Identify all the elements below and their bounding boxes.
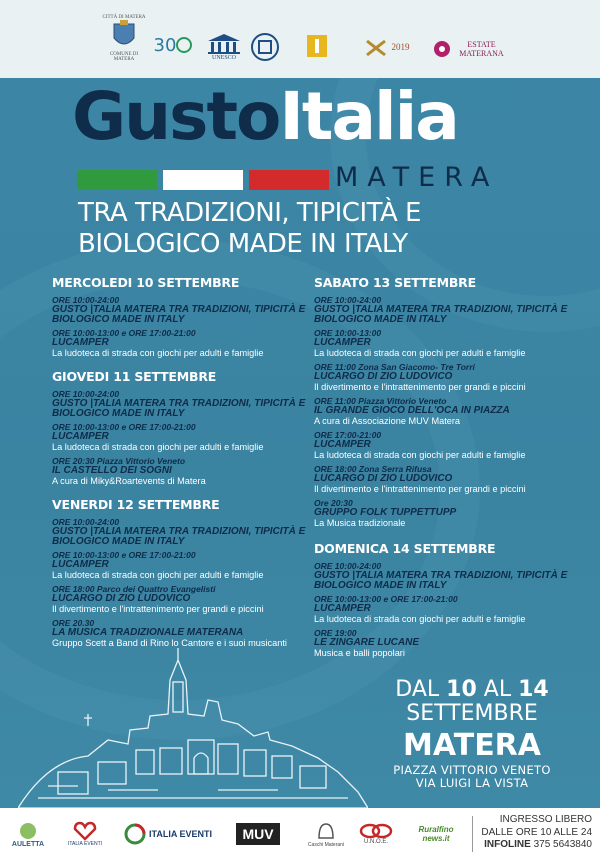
event-name: GUSTO |TALIA MATERA TRA TRADIZIONI, TIPICITÀ E BIOLOGICO MADE IN ITALY xyxy=(52,526,306,547)
event-time: ORE 10:00-13:00 e ORE 17:00-21:00 xyxy=(314,594,458,604)
italia-eventi-logo xyxy=(120,814,216,854)
flag-red xyxy=(249,170,329,190)
info-label: INFOLINE xyxy=(484,839,531,850)
matera2019-text: 2019 xyxy=(391,42,410,52)
event-name: LUCAMPER xyxy=(52,559,109,570)
title-gusto: Gusto xyxy=(72,78,280,155)
program-left-column xyxy=(52,275,314,659)
event-time: ORE 10:00-13:00 xyxy=(314,328,382,338)
event-item xyxy=(314,561,576,591)
event-name: GUSTO |TALIA MATERA TRA TRADIZIONI, TIPICITÀ E BIOLOGICO MADE IN ITALY xyxy=(52,304,306,325)
flag-white xyxy=(163,170,243,190)
ruralfino-logo xyxy=(408,814,464,854)
italia-eventi-heart-logo xyxy=(62,814,108,854)
day-heading: MERCOLEDI 10 SETTEMBRE xyxy=(52,275,240,290)
footer-bar xyxy=(0,808,600,859)
title-matera: MATERA xyxy=(335,162,499,193)
info-hours: DALLE ORE 10 ALLE 24 xyxy=(481,826,592,838)
date-dal: DAL xyxy=(395,677,440,702)
event-item xyxy=(52,550,314,581)
temple-icon xyxy=(206,33,242,55)
caschi-text: Caschi Materani xyxy=(307,842,345,848)
day-block xyxy=(52,275,314,359)
thirty-anni-logo xyxy=(150,28,196,62)
event-item xyxy=(52,584,314,615)
event-item xyxy=(52,328,314,359)
italian-flag-bar xyxy=(77,170,335,190)
event-desc: La ludoteca di strada con giochi per adulti e famiglie xyxy=(314,614,526,624)
unoe-text: U.N.O.E. xyxy=(363,839,388,845)
event-item xyxy=(314,328,576,359)
event-item xyxy=(314,430,576,461)
event-name: LUCAMPER xyxy=(314,603,371,614)
event-name: LUCARGO DI ZIO LUDOVICO xyxy=(52,593,191,604)
matera-skyline-illustration xyxy=(18,640,368,812)
event-item xyxy=(52,295,314,325)
date-block xyxy=(392,678,552,790)
event-desc: A cura di Miky&Roartevents di Matera xyxy=(52,476,206,486)
auletta-logo xyxy=(8,814,48,854)
crest-icon xyxy=(112,20,136,52)
helmet-icon xyxy=(316,820,336,842)
info-entry: INGRESSO LIBERO xyxy=(499,814,592,825)
event-time: Ore 20:30 xyxy=(314,498,353,508)
event-desc: Musica e balli popolari xyxy=(314,648,405,658)
date-end: 14 xyxy=(518,677,549,702)
event-item xyxy=(52,456,314,487)
unoe-logo xyxy=(356,814,396,854)
event-name: GUSTO |TALIA MATERA TRA TRADIZIONI, TIPICITÀ E BIOLOGICO MADE IN ITALY xyxy=(52,398,306,419)
footer-info xyxy=(472,814,592,852)
event-name: LUCARGO DI ZIO LUDOVICO xyxy=(314,473,453,484)
event-item xyxy=(314,362,576,393)
event-name: LUCAMPER xyxy=(52,337,109,348)
event-desc: La ludoteca di strada con giochi per adulti e famiglie xyxy=(52,570,264,580)
main-title xyxy=(72,78,532,155)
event-time: ORE 20.30 xyxy=(52,618,95,628)
world-heritage-logo xyxy=(248,30,282,64)
event-desc: Il divertimento e l'intrattenimento per grandi e piccini xyxy=(52,604,264,614)
event-time: ORE 10:00-13:00 e ORE 17:00-21:00 xyxy=(52,328,196,338)
event-item xyxy=(52,389,314,419)
event-name: IL CASTELLO DEI SOGNI xyxy=(52,465,172,476)
unesco-text: UNESCO xyxy=(211,55,236,61)
day-heading: SABATO 13 SETTEMBRE xyxy=(314,275,476,290)
event-name: LUCARGO DI ZIO LUDOVICO xyxy=(314,371,453,382)
date-start: 10 xyxy=(446,677,477,702)
event-time: ORE 10:00-24:00 xyxy=(52,517,120,527)
event-time: ORE 10:00-13:00 e ORE 17:00-21:00 xyxy=(52,422,196,432)
circle-icon xyxy=(176,37,192,53)
event-desc: La ludoteca di strada con giochi per adulti e famiglie xyxy=(314,450,526,460)
event-desc: Gruppo Scett a Band di Rino lo Cantore e i suoi musicanti xyxy=(52,638,287,648)
event-name: LUCAMPER xyxy=(52,431,109,442)
date-al: AL xyxy=(483,677,512,702)
event-time: ORE 18:00 Parco dei Quattro Evangelisti xyxy=(52,584,216,594)
heart-icon xyxy=(73,821,97,841)
title-text xyxy=(72,78,532,155)
event-time: ORE 20:30 Piazza Vittorio Veneto xyxy=(52,456,186,466)
event-item xyxy=(314,498,576,529)
event-name: LUCAMPER xyxy=(314,337,371,348)
info-phone-line xyxy=(472,839,592,852)
tree-icon xyxy=(14,821,42,841)
info-phone: 375 5643840 xyxy=(533,839,592,850)
event-name: GUSTO |TALIA MATERA TRA TRADIZIONI, TIPICITÀ E BIOLOGICO MADE IN ITALY xyxy=(314,304,568,325)
event-time: ORE 10:00-24:00 xyxy=(314,561,382,571)
event-desc: La ludoteca di strada con giochi per adulti e famiglie xyxy=(52,348,264,358)
event-item xyxy=(314,464,576,495)
day-block xyxy=(314,275,576,529)
caschi-materani-logo xyxy=(306,814,346,854)
event-item xyxy=(314,594,576,625)
day-heading: VENERDI 12 SETTEMBRE xyxy=(52,497,220,512)
event-item xyxy=(314,396,576,427)
title-italia: Italia xyxy=(279,78,458,155)
program-right-column xyxy=(314,275,576,671)
day-heading: GIOVEDI 11 SETTEMBRE xyxy=(52,369,217,384)
flag-green xyxy=(77,170,157,190)
day-heading: DOMENICA 14 SETTEMBRE xyxy=(314,541,496,556)
event-name: GUSTO |TALIA MATERA TRA TRADIZIONI, TIPICITÀ E BIOLOGICO MADE IN ITALY xyxy=(314,570,568,591)
date-city: MATERA xyxy=(402,728,542,763)
date-place-2: VIA LUIGI LA VISTA xyxy=(415,776,529,790)
muv-logo xyxy=(228,814,288,854)
event-name: LE ZINGARE LUCANE xyxy=(314,637,419,648)
event-name: LA MUSICA TRADIZIONALE MATERANA xyxy=(52,627,244,638)
day-block xyxy=(52,369,314,487)
italia-eventi-text: ITALIA EVENTI xyxy=(149,829,212,839)
event-time: ORE 10:00-24:00 xyxy=(52,295,120,305)
basilicata-logo xyxy=(300,28,334,68)
event-item xyxy=(52,422,314,453)
estate-text: ESTATE MATERANA xyxy=(459,40,504,58)
event-name: IL GRANDE GIOCO DELL'OCA IN PIAZZA xyxy=(314,405,510,416)
day-block xyxy=(52,497,314,649)
event-time: ORE 11:00 Piazza Vittorio Veneto xyxy=(314,396,447,406)
flower-icon xyxy=(432,39,452,59)
subtitle: TRA TRADIZIONI, TIPICITÀ E BIOLOGICO MADE IN ITALY xyxy=(78,198,421,259)
basilicata-icon xyxy=(304,33,330,63)
heritage-icon xyxy=(250,32,280,62)
event-time: ORE 19:00 xyxy=(314,628,357,638)
comune-top-text: CITTÀ DI MATERA xyxy=(102,14,146,20)
event-time: ORE 11:00 Zona San Giacomo- Tre Torri xyxy=(314,362,475,372)
event-desc: A cura di Associazione MUV Matera xyxy=(314,416,461,426)
event-time: ORE 18:00 Zona Serra Rifusa xyxy=(314,464,432,474)
date-place-1: PIAZZA VITTORIO VENETO xyxy=(393,763,551,777)
muv-text: MUV xyxy=(236,823,279,845)
swirl-icon xyxy=(124,823,146,845)
event-time: ORE 10:00-24:00 xyxy=(314,295,382,305)
event-name: GRUPPO FOLK TUPPETTUPP xyxy=(314,507,457,518)
event-desc: La ludoteca di strada con giochi per adulti e famiglie xyxy=(52,442,264,452)
date-month: SETTEMBRE xyxy=(406,701,538,726)
header-logos-bar xyxy=(0,0,600,78)
estate-materana-logo xyxy=(428,34,512,64)
comune-matera-logo xyxy=(102,8,146,68)
links-icon xyxy=(359,823,393,839)
event-time: ORE 10:00-13:00 e ORE 17:00-21:00 xyxy=(52,550,196,560)
unesco-logo xyxy=(202,28,246,66)
event-desc: Il divertimento e l'intrattenimento per grandi e piccini xyxy=(314,382,526,392)
matera-2019-logo xyxy=(350,32,422,62)
event-desc: La ludoteca di strada con giochi per adulti e famiglie xyxy=(314,348,526,358)
event-item xyxy=(52,517,314,547)
event-item xyxy=(314,295,576,325)
ruralfino-text: Ruralfino news.it xyxy=(418,825,454,843)
event-desc: La Musica tradizionale xyxy=(314,518,406,528)
event-desc: Il divertimento e l'intrattenimento per grandi e piccini xyxy=(314,484,526,494)
comune-caption: COMUNE DI MATERA xyxy=(109,51,139,62)
matera2019-icon xyxy=(363,37,389,57)
event-time: ORE 17:00-21:00 xyxy=(314,430,382,440)
event-name: LUCAMPER xyxy=(314,439,371,450)
italia-eventi-small-text: ITALIA EVENTI xyxy=(67,841,103,847)
date-range xyxy=(392,678,552,702)
event-time: ORE 10:00-24:00 xyxy=(52,389,120,399)
thirty-text: 30 xyxy=(153,34,177,56)
auletta-text: AULETTA xyxy=(11,840,45,848)
